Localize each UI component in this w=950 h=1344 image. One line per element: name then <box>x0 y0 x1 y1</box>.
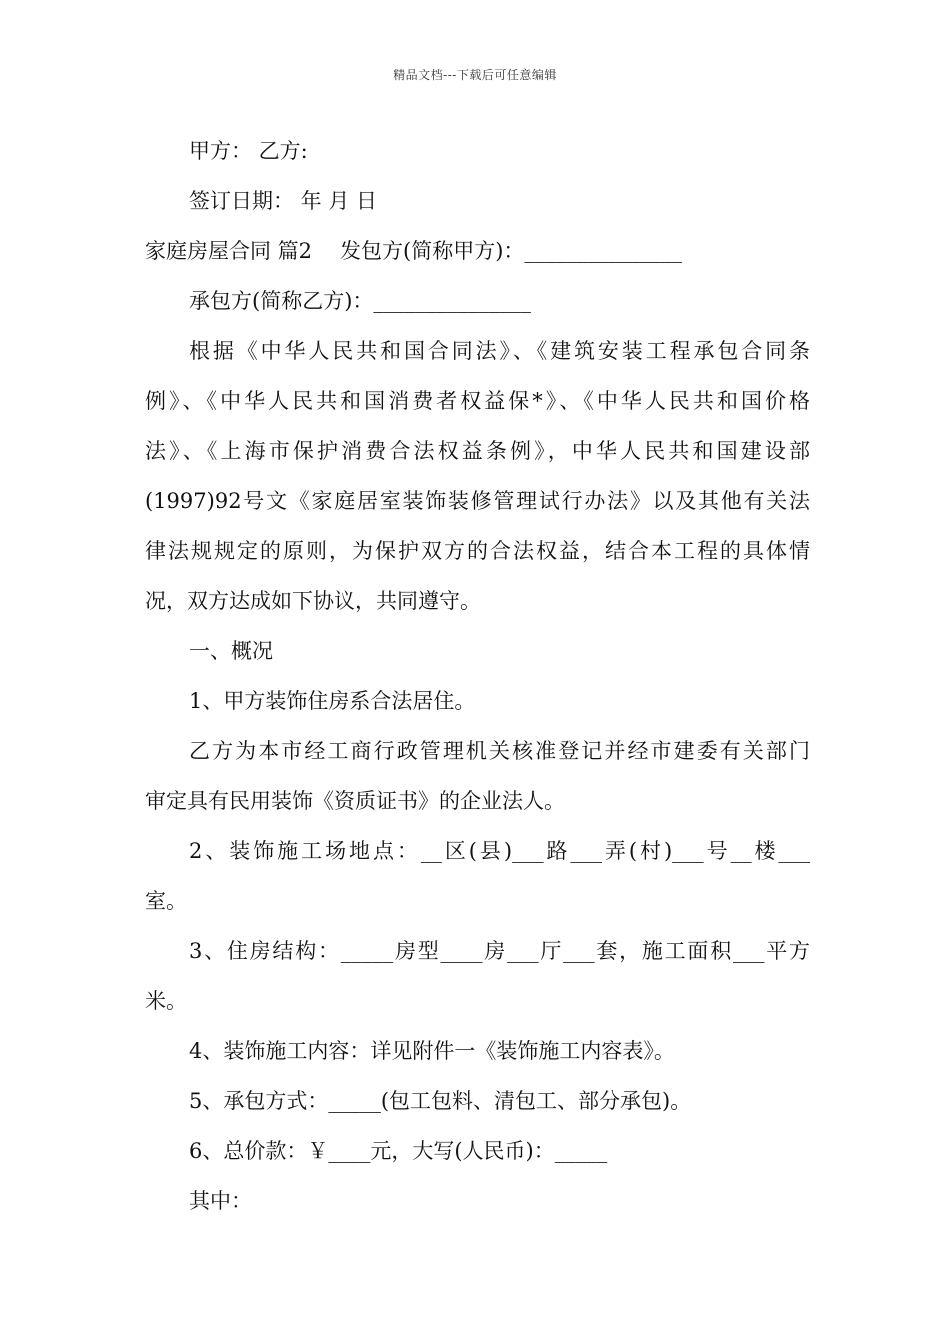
sign-date-line: 签订日期： 年 月 日 <box>189 189 378 213</box>
clause-6: 6、总价款：￥____元，大写(人民币)：_____ <box>189 1139 608 1163</box>
paragraph-line: 律法规规定的原则，为保护双方的合法权益，结合本工程的具体情 <box>145 539 810 563</box>
clause-4: 4、装饰施工内容：详见附件一《装饰施工内容表》。 <box>189 1039 675 1063</box>
contract-title: 家庭房屋合同 篇2 <box>145 239 313 263</box>
clause-2: 2、装饰施工场地点：__区(县)___路___弄(村)___号__楼___ <box>189 839 810 863</box>
clause-1-detail: 乙方为本市经工商行政管理机关核准登记并经市建委有关部门 <box>189 739 810 763</box>
party-line: 甲方： 乙方: <box>189 139 308 163</box>
clause-1-detail-cont: 审定具有民用装饰《资质证书》的企业法人。 <box>145 789 565 813</box>
clause-2-cont: 室。 <box>145 889 187 913</box>
page-header: 精品文档---下载后可任意编辑 <box>393 68 557 82</box>
employer-field: 发包方(简称甲方)：_______________ <box>340 239 682 263</box>
contractor-field: 承包方(简称乙方)：_______________ <box>189 289 531 313</box>
paragraph-line: (1997)92号文《家庭居室装饰装修管理试行办法》以及其他有关法 <box>145 489 810 513</box>
contract-title-line <box>145 236 682 266</box>
paragraph-line: 况，双方达成如下协议，共同遵守。 <box>145 589 481 613</box>
clause-3-cont: 米。 <box>145 989 187 1013</box>
clause-3: 3、住房结构：_____房型____房___厅___套，施工面积___平方 <box>189 939 810 963</box>
clause-6-note: 其中： <box>189 1189 252 1213</box>
clause-5: 5、承包方式：_____(包工包料、清包工、部分承包)。 <box>189 1089 692 1113</box>
paragraph-line: 根据《中华人民共和国合同法》、《建筑安装工程承包合同条 <box>189 339 810 363</box>
paragraph-line: 例》、《中华人民共和国消费者权益保*》、《中华人民共和国价格 <box>145 389 810 413</box>
paragraph-line: 法》、《上海市保护消费合法权益条例》，中华人民共和国建设部 <box>145 439 810 463</box>
clause-1: 1、甲方装饰住房系合法居住。 <box>189 689 476 713</box>
section-heading: 一、概况 <box>189 639 273 663</box>
